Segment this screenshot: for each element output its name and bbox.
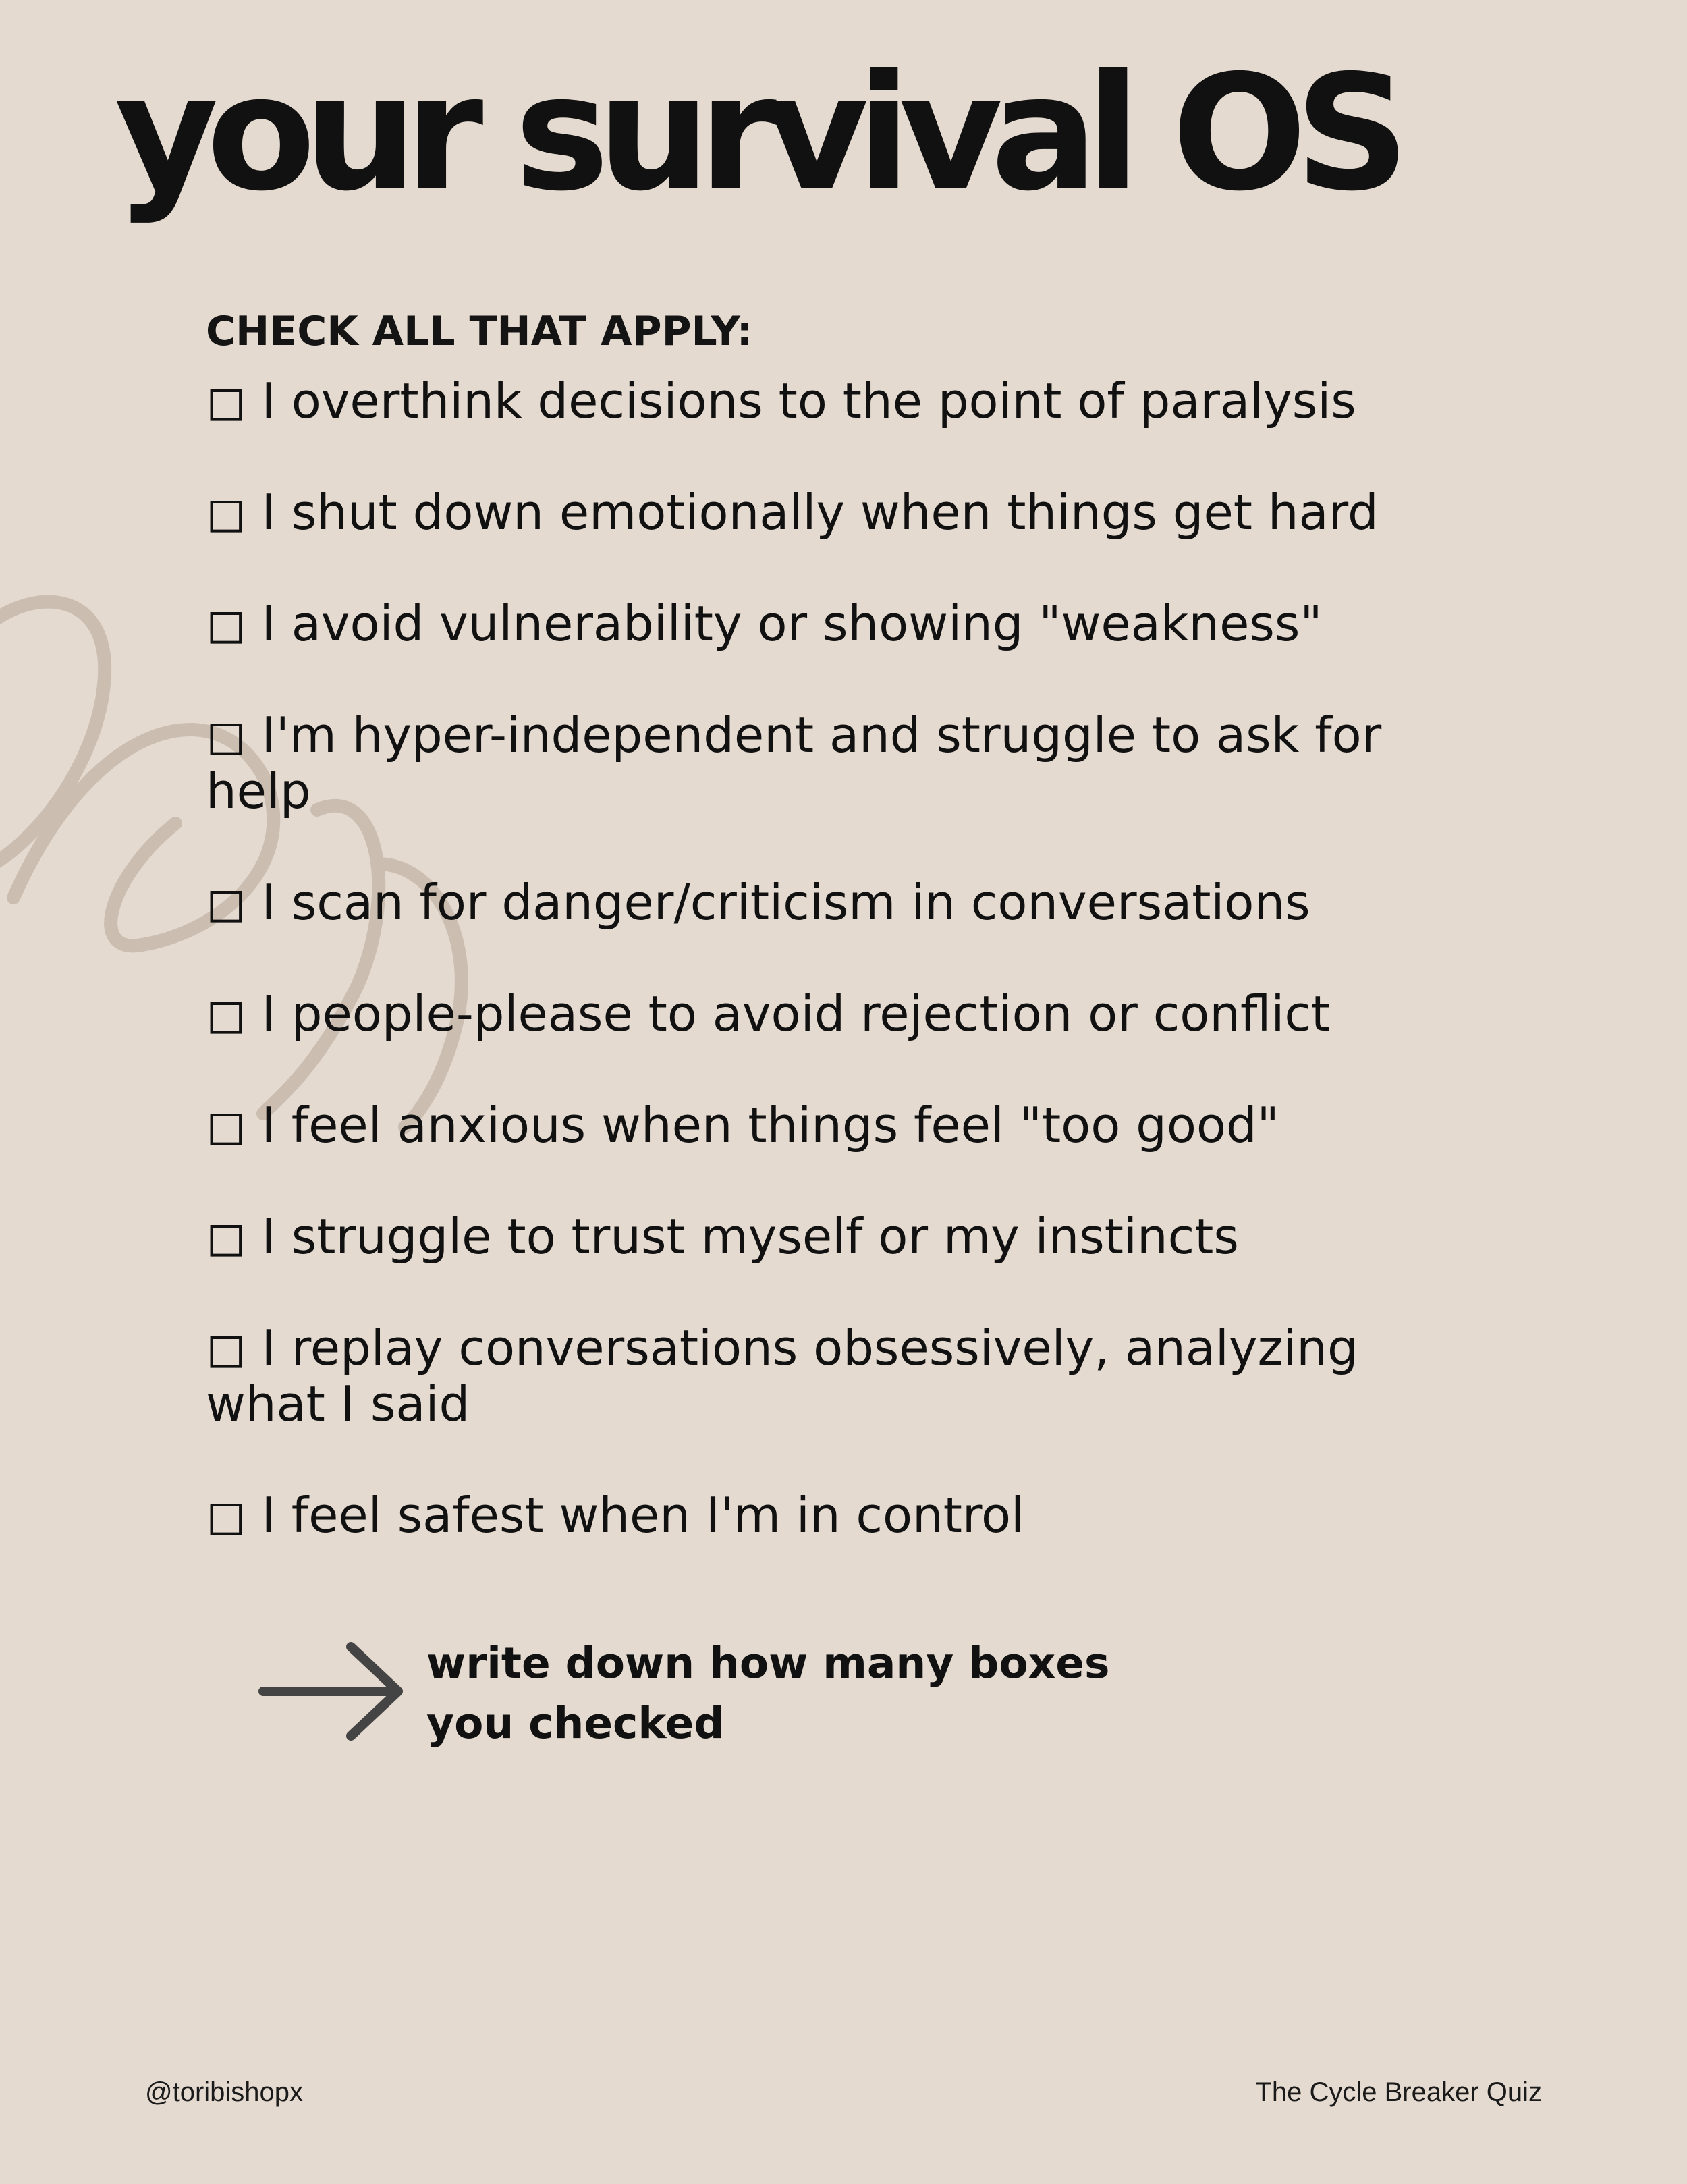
- cta-line-2: you checked: [426, 1699, 725, 1748]
- checklist-item-trust-myself[interactable]: ◻ I struggle to trust myself or my instincts: [206, 1208, 1239, 1265]
- call-to-action: [256, 1633, 1110, 1753]
- cta-line-1: write down how many boxes: [426, 1639, 1110, 1688]
- checklist-item-shut-down[interactable]: ◻ I shut down emotionally when things get hard: [206, 484, 1379, 541]
- author-handle: @toribishopx: [145, 2077, 304, 2107]
- arrow-right-icon: [256, 1635, 412, 1743]
- checklist-item-anxious-too-good[interactable]: ◻ I feel anxious when things feel "too good": [206, 1097, 1279, 1153]
- checklist-item-safest-in-control[interactable]: ◻ I feel safest when I'm in control: [206, 1487, 1024, 1544]
- checklist-item-replay-conversations[interactable]: ◻ I replay conversations obsessively, analyzing what I said: [206, 1319, 1358, 1432]
- checklist-instruction: CHECK ALL THAT APPLY:: [206, 308, 753, 355]
- cta-text: [426, 1633, 1110, 1753]
- quiz-name: The Cycle Breaker Quiz: [1255, 2077, 1542, 2107]
- checklist: [206, 373, 1474, 1599]
- checklist-item-overthink[interactable]: ◻ I overthink decisions to the point of paralysis: [206, 373, 1356, 429]
- checklist-item-scan-danger[interactable]: ◻ I scan for danger/criticism in conversations: [206, 874, 1310, 931]
- page-title: your survival OS: [115, 40, 1398, 226]
- checklist-item-people-please[interactable]: ◻ I people-please to avoid rejection or conflict: [206, 985, 1331, 1042]
- checklist-item-avoid-vulnerability[interactable]: ◻ I avoid vulnerability or showing "weakness": [206, 595, 1323, 652]
- checklist-item-hyper-independent[interactable]: ◻ I'm hyper-independent and struggle to ask for help: [206, 707, 1382, 819]
